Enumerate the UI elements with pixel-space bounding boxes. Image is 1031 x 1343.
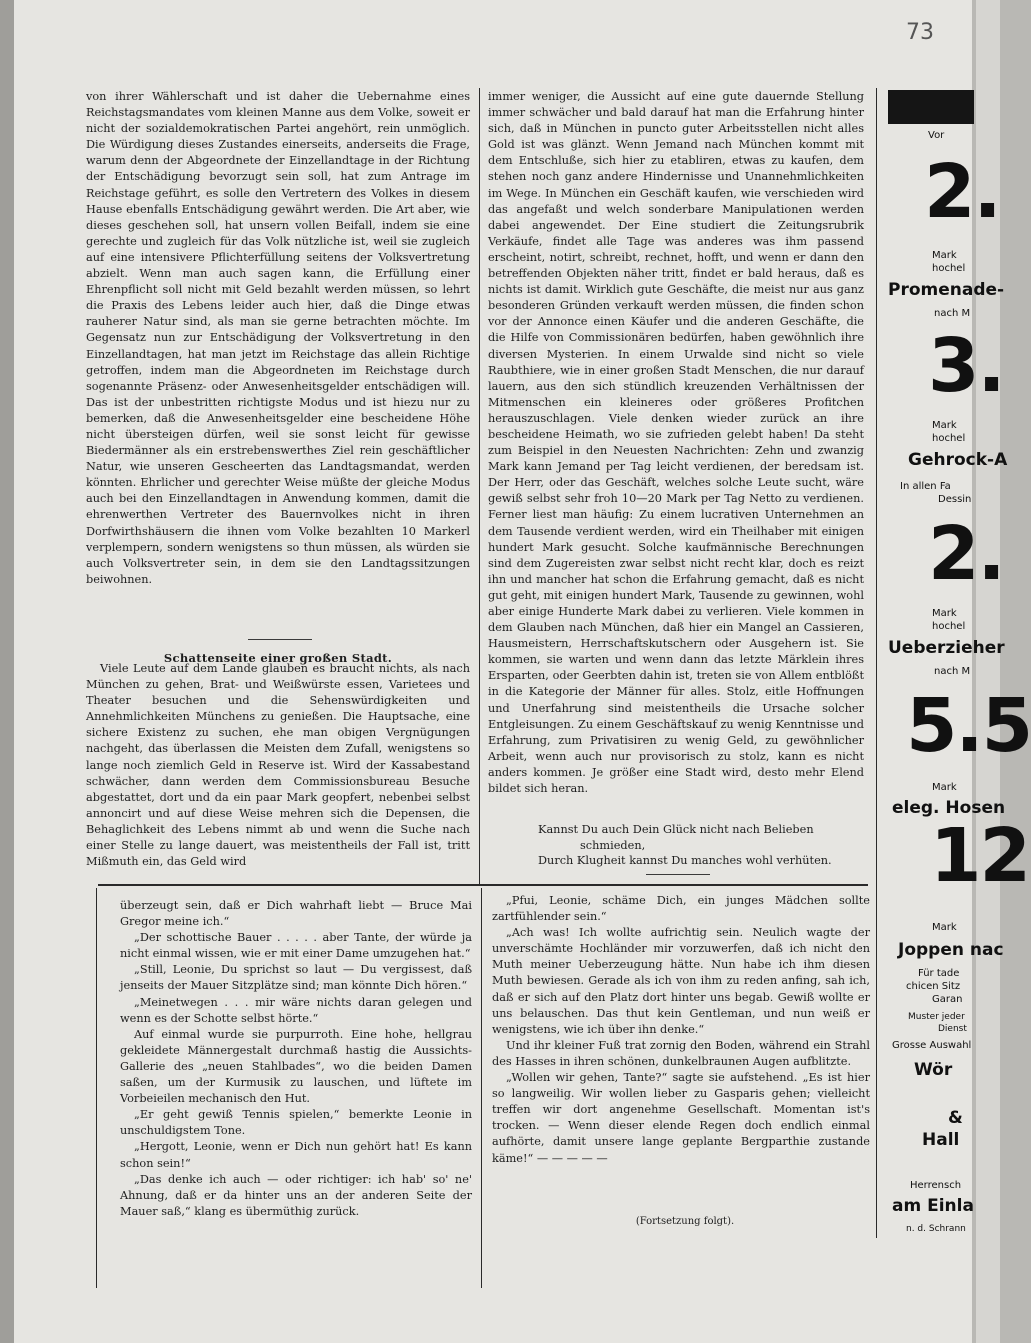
continued-note: (Fortsetzung folgt). — [635, 1216, 735, 1227]
ad-text: hochel — [932, 433, 966, 444]
advertisement-column — [888, 90, 1031, 1240]
paragraph: Und ihr kleiner Fuß trat zornig den Boden, während ein Strahl des Hasses in ihren schönen, dunkelbraunen Augen aufblitzte. — [492, 1038, 870, 1068]
ad-text: Dessin — [938, 494, 972, 505]
ad-divider — [876, 88, 877, 1238]
paragraph: „Still, Leonie, Du sprichst so laut — Du vergissest, daß jenseits der Mauer Sitzplätze sind; man könnte Dich hören.“ — [120, 963, 472, 993]
ad-text: nach M — [934, 308, 971, 319]
paragraph: „Das denke ich auch — oder richtiger: ich hab' so' ne' Ahnung, daß er da hinter uns an der anderen Seite der Mauer saß,“ klang es übermüthig zurück. — [120, 1172, 472, 1218]
paragraph: „Der schottische Bauer . . . . . aber Tante, der würde ja nicht einmal wissen, wie er mit einer Dame umzugehen hat.“ — [120, 931, 472, 961]
column-3-story — [120, 898, 472, 1296]
column-divider-bottom — [481, 888, 482, 1288]
paragraph: „Hergott, Leonie, wenn er Dich nun gehört hat! Es kann schon sein!“ — [120, 1140, 472, 1170]
ad-text: Mark — [932, 250, 957, 261]
ad-text: Wör — [914, 1060, 953, 1080]
verse-line: schmieden, — [580, 838, 646, 852]
ad-text: Joppen nac — [898, 940, 1004, 960]
ad-text: chicen Sitz — [906, 981, 961, 992]
section-divider — [98, 884, 868, 886]
ad-text: 3. — [928, 323, 1004, 409]
ad-text: 5.5 — [906, 683, 1031, 769]
paragraph: „Meinetwegen . . . mir wäre nichts daran gelegen und wenn es der Schotte selbst hörte.“ — [120, 995, 472, 1025]
page-number: 73 — [906, 20, 934, 45]
ad-text: Dienst — [938, 1024, 967, 1034]
ad-text: n. d. Schrann — [906, 1224, 966, 1234]
article-heading: Schattenseite einer großen Stadt. — [163, 651, 393, 665]
ad-text: Herrensch — [910, 1180, 962, 1191]
paragraph: „Er geht gewiß Tennis spielen,“ bemerkte Leonie in unschuldigstem Tone. — [120, 1108, 472, 1138]
ad-text: am Einla — [892, 1196, 974, 1216]
ad-text: Ueberzieher — [888, 638, 1005, 658]
page-left-edge — [0, 0, 14, 1343]
column-divider-top — [479, 88, 480, 884]
ad-text: Muster jeder — [908, 1012, 965, 1022]
paragraph: „Wollen wir gehen, Tante?“ sagte sie aufstehend. „Es ist hier so langweilig. Wir wollen lieber zu Gasparis gehen; vielleicht treffen wir dort angenehme Gesellschaft. Momentan ist's trocken. — Wenn dieser elende Regen doch endlich einmal aufhörte, damit unsere lange geplante Bergparthie zustande käme!“ — — — — — — [492, 1071, 870, 1165]
section-rule — [248, 639, 312, 640]
left-border-bottom — [96, 888, 97, 1288]
ad-text: Garan — [932, 994, 963, 1005]
ad-text: Mark — [932, 782, 957, 793]
paragraph: immer weniger, die Aussicht auf eine gute dauernde Stellung immer schwächer und bald darauf hat man die Erfahrung hinter sich, daß in München in puncto guter Arbeitsstellen nicht alles Gold ist was glänzt. Wenn Jemand nach München kommt mit dem Entschluße, sich hier zu etabliren, etwas zu kaufen, dem stehen noch ganz andere Hindernisse und Unannehmlichkeiten im Wege. In München ein Geschäft kaufen, wie verschieden wird das angefaßt und welch sonderbare Manipulationen werden dabei angewendet. Der Eine studiert die Zeitungsrubrik Verkäufe, findet alle Tage was anderes was ihm passend erscheint, notirt, schreibt, rechnet, hofft, und wenn er dann den betreffenden Objekten näher tritt, findet er bald heraus, daß es nichts ist damit. Wirklich gute Geschäfte, die meist nur aus ganz besonderen Gründen verkauft werden müssen, die finden schon vor der Annonce einen Käufer und die anderen Geschäfte, die die Hilfe von Commissionären bedürfen, haben gewöhnlich ihre diversen Mysterien. In einem Urwalde sind nicht so viele Raubthiere, wie in einer großen Stadt Menschen, die nur darauf lauern, aus den sich stündlich kreuzenden Verhältnissen der Mitmenschen ein kleineres oder größeres Profitchen herauszuschlagen. Viele denken wieder zurück an ihre bescheidene Heimath, wo sie zufrieden gelebt haben! Da steht zum Beispiel in den Neuesten Nachrichten: Zehn und zwanzig Mark kann Jemand per Tag leicht verdienen, der beredsam ist. Der Herr, oder das Geschäft, welches solche Leute sucht, wäre gewiß selbst sehr froh 10—20 Mark per Tag Netto zu verdienen. Ferner liest man häufig: Zu einem lucrativen Unternehmen an dem Tausende verdient werden, wird ein Theilhaber mit einigen hundert Mark gesucht. Solche kaufmännische Berechnungen sind dem Zugereisten zwar selbst nicht recht klar, doch es reizt ihn und mancher hat schon die Erfahrung gemacht, daß es nicht gut geht, mit einigen hundert Mark, Tausende zu gewinnen, wohl aber einige Hunderte Mark dabei zu verlieren. Viele kommen in dem Glauben nach München, daß hier ein Mangel an Cassieren, Hausmeistern, Herrschaftskutschern oder Ausgehern ist. Sie kommen, sie warten und wenn dann das letzte Märklein ihres Ersparten, oder Geerbten dahin ist, treten sie von Allem entblößt in die Kategorie der Männer für alles. Stolz, eitle Hoffnungen und Unerfahrung sind meistentheils die Ursache solcher Entgleisungen. Zu einem Geschäftskauf zu wenig Kenntnisse und Erfahrung, zum Privatisiren zu wenig Geld, zu gewöhnlicher Arbeit, wenn auch nur provisorisch zu stolz, kann es nicht anders kommen. Je größer eine Stadt wird, desto mehr Elend bildet sich heran. — [488, 90, 864, 796]
ad-text: nach M — [934, 666, 971, 677]
ad-text: hochel — [932, 621, 966, 632]
ad-text: Gehrock-A — [908, 450, 1008, 470]
ad-text: 2. — [924, 149, 1000, 235]
end-rule — [646, 874, 710, 875]
ad-text: Mark — [932, 608, 957, 619]
ad-text: 2. — [928, 511, 1004, 597]
ad-text: Promenade- — [888, 280, 1005, 300]
ad-text: Grosse Auswahl — [892, 1040, 972, 1051]
paragraph: „Ach was! Ich wollte aufrichtig sein. Neulich wagte der unverschämte Hochländer mir vorzuwerfen, daß ich nicht den Muth meiner Ueberzeugung hätte. Nun habe ich ihm diesen Muth bewiesen. Gerade als ich von ihm zu reden anfing, sah ich, daß er sich auf den Platz dort hinter uns begab. Gewiß wollte er uns belauschen. Das thut kein Gentleman, und nun weiß er wenigstens, wie ich über ihn denke.“ — [492, 926, 870, 1036]
ad-text: Hall — [922, 1130, 960, 1150]
ad-text: hochel — [932, 263, 966, 274]
ad-text: Vor — [928, 130, 945, 141]
ad-header-bar — [888, 90, 974, 124]
ad-text: 12 — [930, 813, 1029, 899]
verse-line: Durch Klugheit kannst Du manches wohl verhüten. — [538, 854, 832, 867]
ad-text: & — [948, 1108, 963, 1128]
paragraph: „Pfui, Leonie, schäme Dich, ein junges Mädchen sollte zartfühlender sein.“ — [492, 894, 870, 924]
paragraph: Auf einmal wurde sie purpurroth. Eine hohe, hellgrau gekleidete Männergestalt durchmaß hastig die Aussichts-Gallerie des „neuen Stahlbades“, wo die beiden Damen saßen, um der Kurmusik zu lauschen, und lüftete im Vorbeieilen mechanisch den Hut. — [120, 1027, 472, 1106]
paragraph: überzeugt sein, daß er Dich wahrhaft liebt — Bruce Mai Gregor meine ich.“ — [120, 899, 472, 929]
ad-text: Mark — [932, 922, 957, 933]
ad-text: eleg. Hosen — [892, 798, 1006, 818]
paragraph: Viele Leute auf dem Lande glauben es braucht nichts, als nach München zu gehen, Brat- und Weißwürste essen, Varietees und Theater besuchen und die Sehenswürdigkeiten und Annehmlichkeiten Münchens zu genießen. Die Hauptsache, eine sichere Existenz zu suchen, ehe man obigen Vergnügungen nachgeht, das überlassen die Meisten dem Zufall, wenigstens so lange noch ziemlich Geld in Reserve ist. Wird der Kassabestand schwächer, dann werden dem Commissionsbureau Besuche abgestattet, dort und da ein paar Mark geopfert, nebenbei selbst annoncirt und auf diese Weise mehren sich die Depensen, die Behaglichkeit des Lebens nimmt ab und wenn die Suche nach einer Stelle zu lange dauert, was meistentheils der Fall ist, tritt Mißmuth ein, das Geld wird — [86, 662, 470, 869]
column-4-story — [492, 893, 870, 1237]
ad-text: Mark — [932, 420, 957, 431]
verse-line: Kannst Du auch Dein Glück nicht nach Belieben — [538, 823, 814, 836]
ad-text: Für tade — [918, 968, 960, 979]
column-1-article-continued — [86, 661, 470, 883]
column-1-article — [86, 89, 470, 629]
column-2-article — [488, 89, 864, 867]
ad-text: In allen Fa — [900, 481, 951, 492]
paragraph: von ihrer Wählerschaft und ist daher die Uebernahme eines Reichstagsmandates vom kleinen Manne aus dem Volke, soweit er nicht der sozialdemokratischen Partei angehört, rein unmöglich. Die Würdigung dieses Zustandes einerseits, anderseits die Frage, warum denn der Abgeordnete der Einzellandtage in der Richtung der Entschädigung bevorzugt sein soll, hat zum Antrage im Reichstage geführt, es solle den Vertretern des Volkes in diesem Hause ebenfalls Entschädigung gewährt werden. Die Art aber, wie dieses geschehen soll, hat unsern vollen Beifall, indem sie eine gerechte und zugleich für das Volk nützliche ist, weil sie zugleich auf eine intensivere Pflichterfüllung seitens der Volksvertretung abzielt. Wenn man auch sagen kann, die Erfüllung einer Ehrenpflicht soll nicht mit Geld bezahlt werden müssen, so lehrt die Praxis des Lebens leider auch hier, daß die Dinge etwas rauherer Natur sind, als man sie gerne betrachten möchte. Im Gegensatz nun zur Entschädigung der Volksvertretung in den Einzellandtagen, hat man jetzt im Reichstage das allein Richtige getroffen, indem man die Abgeordneten im Reichstage durch sogenannte Präsenz- oder Anwesenheitsgelder entschädigen will. Das ist der unbestritten richtigste Modus und ist hiezu nur zu bemerken, daß die Anwesenheitsgelder eine bescheidene Höhe nicht übersteigen dürfen, weil sie sonst leicht für gewisse Biedermänner als ein erstrebenswerthes Ziel rein geschäftlicher Natur, wie unseren Gescheerten das Landtagsmandat, werden könnten. Ehrlicher und gerechter Weise müßte der gleiche Modus auch bei den Einzellandtagen in Anwendung kommen, damit die ehrenwerthen Vertreter des Bauernvolkes nicht in ihren Dorfwirthshäusern die ihnen vom Volke bezahlten 10 Markerl verplempern, sondern wenigstens so thun müssen, als würden sie auch Volksvertreter sein, in dem sie den Landtagssitzungen beiwohnen. — [86, 90, 470, 586]
closing-verse — [500, 822, 870, 868]
